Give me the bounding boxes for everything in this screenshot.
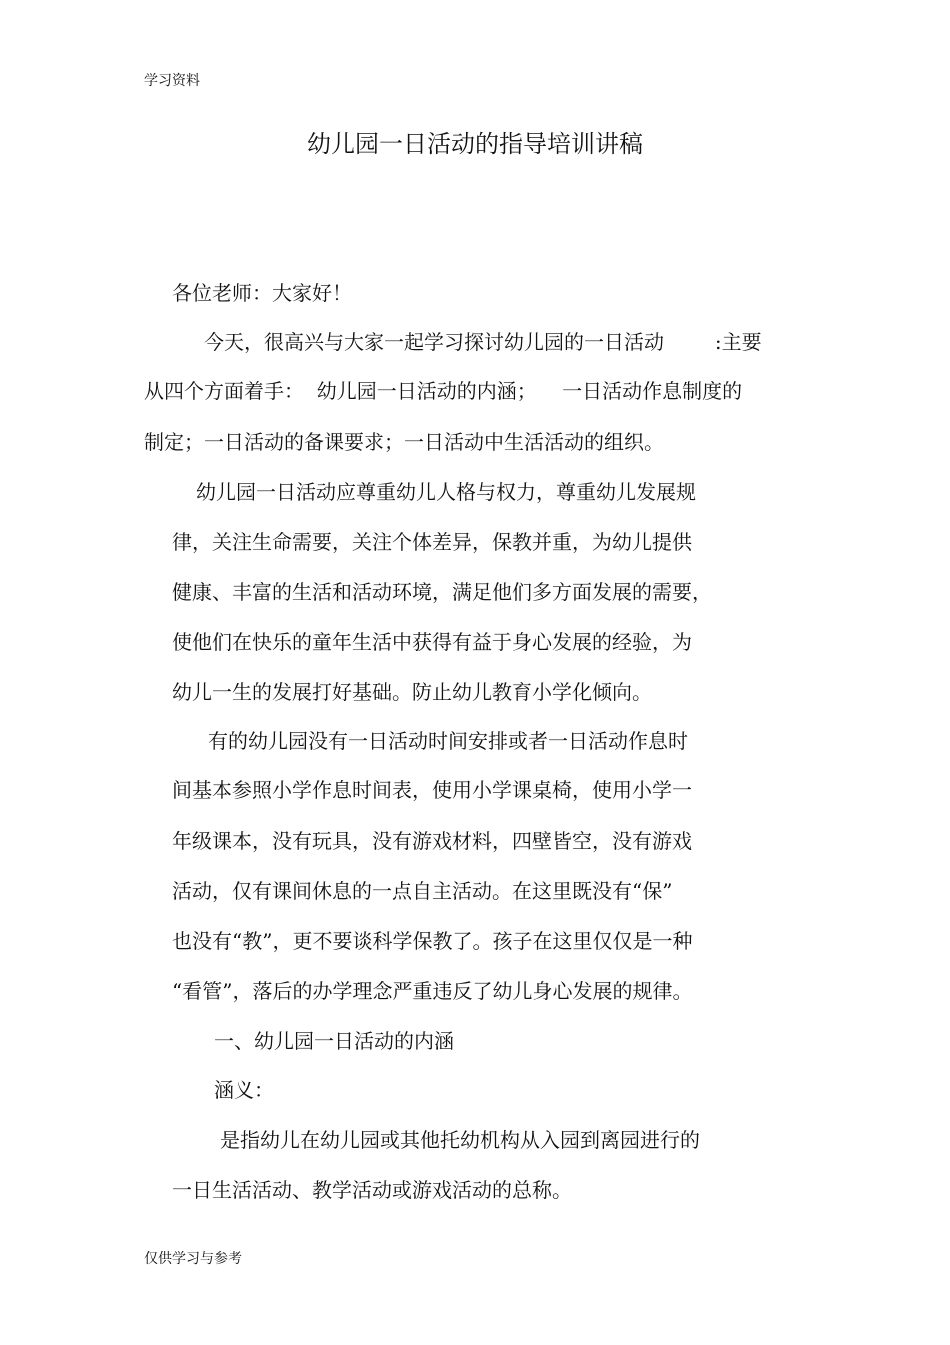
paragraph-line: 幼儿一生的发展打好基础。防止幼儿教育小学化倾向。: [172, 680, 652, 704]
section-heading: 一、幼儿园一日活动的内涵: [214, 1029, 454, 1053]
paragraph-line: 健康、丰富的生活和活动环境，满足他们多方面发展的需要，: [172, 580, 712, 604]
paragraph-line: 是指幼儿在幼儿园或其他托幼机构从入园到离园进行的: [220, 1128, 700, 1152]
paragraph-line: 制定；一日活动的备课要求；一日活动中生活活动的组织。: [144, 430, 664, 454]
definition-label: 涵义：: [214, 1078, 274, 1102]
page-footer: 仅供学习与参考: [144, 1251, 242, 1267]
paragraph-line: 幼儿园一日活动应尊重幼儿人格与权力，尊重幼儿发展规: [196, 480, 696, 504]
paragraph-line: 一日生活活动、教学活动或游戏活动的总称。: [172, 1178, 572, 1202]
paragraph-line: 活动，仅有课间休息的一点自主活动。在这里既没有“保”: [172, 879, 673, 903]
page-header: 学习资料: [144, 73, 200, 89]
paragraph-line: “看管”，落后的办学理念严重违反了幼儿身心发展的规律。: [172, 979, 693, 1003]
paragraph-line: 使他们在快乐的童年生活中获得有益于身心发展的经验，为: [172, 630, 692, 654]
paragraph-line: 今天，很高兴与大家一起学习探讨幼儿园的一日活动 :主要: [204, 330, 762, 354]
paragraph-line: 间基本参照小学作息时间表，使用小学课桌椅，使用小学一: [172, 778, 692, 802]
paragraph-line: 年级课本，没有玩具，没有游戏材料，四壁皆空，没有游戏: [172, 829, 692, 853]
greeting-line: 各位老师：大家好！: [172, 281, 352, 305]
paragraph-line: 也没有“教”，更不要谈科学保教了。孩子在这里仅仅是一种: [172, 929, 693, 953]
paragraph-line: 从四个方面着手： 幼儿园一日活动的内涵； 一日活动作息制度的: [144, 379, 743, 403]
document-title: 幼儿园一日活动的指导培训讲稿: [307, 130, 643, 158]
paragraph-line: 有的幼儿园没有一日活动时间安排或者一日活动作息时: [208, 729, 688, 753]
paragraph-line: 律，关注生命需要，关注个体差异，保教并重，为幼儿提供: [172, 530, 692, 554]
